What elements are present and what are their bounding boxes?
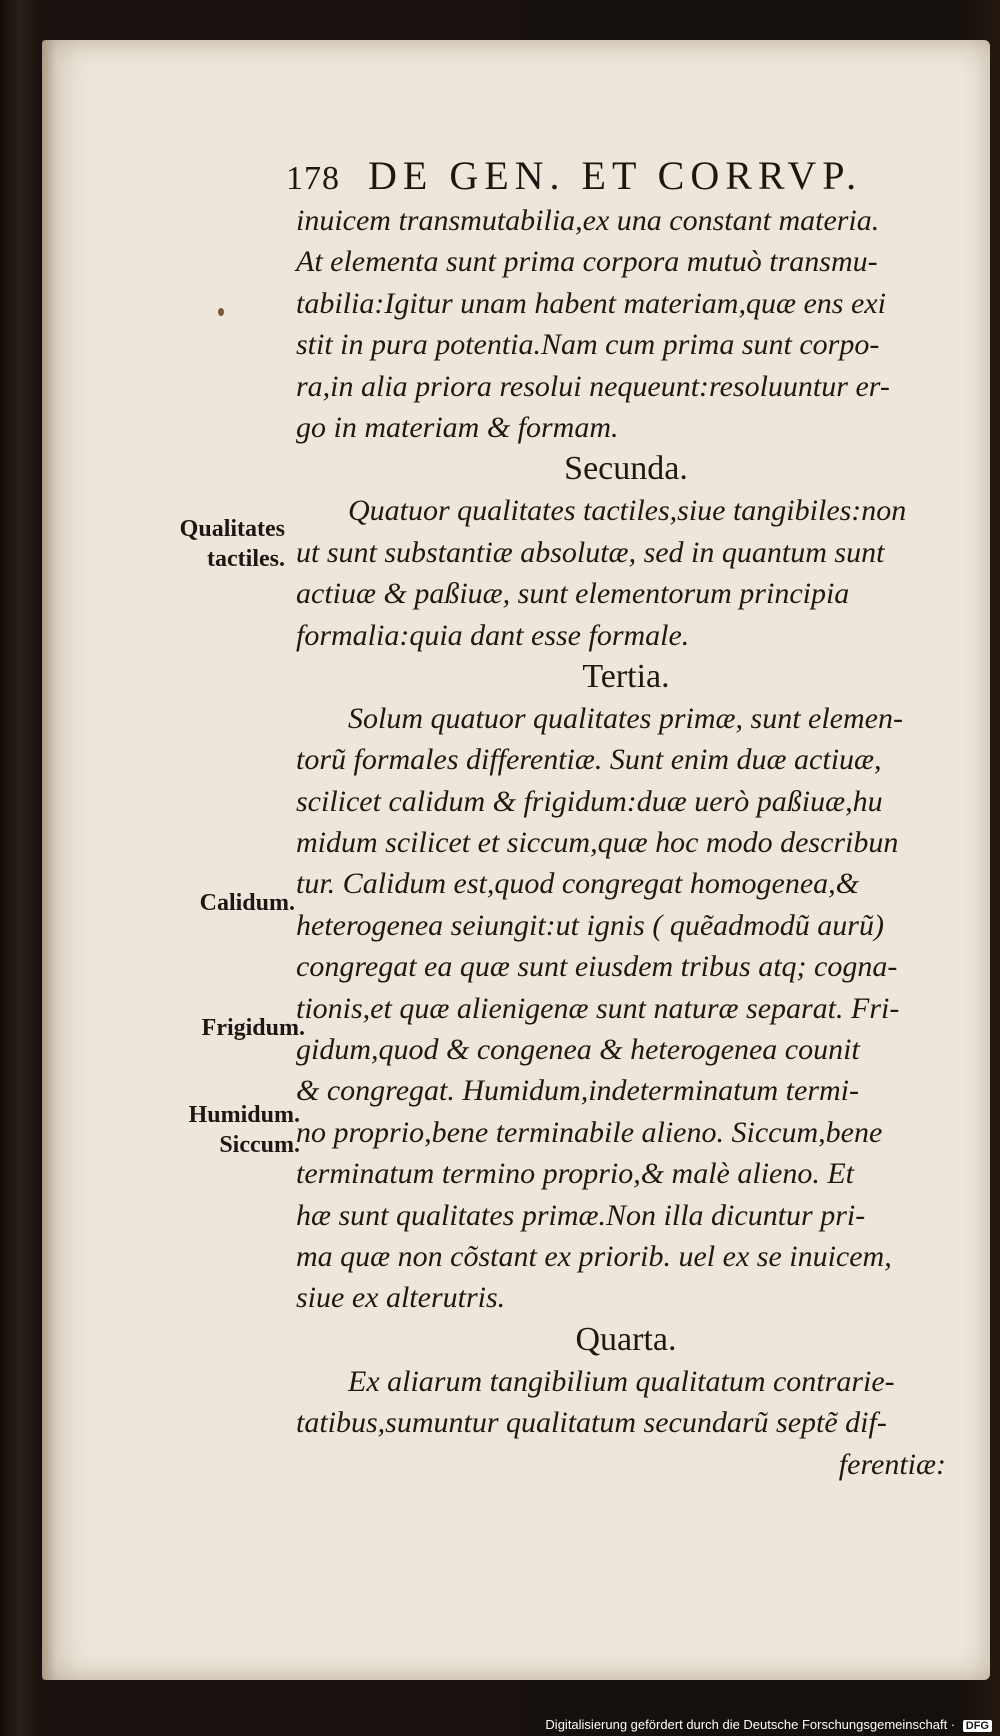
text-line: no proprio,bene terminabile alieno. Siccum,bene <box>296 1115 883 1149</box>
text-line: formalia:quia dant esse formale. <box>296 618 690 652</box>
text-line: inuicem transmutabilia,ex una constant materia. <box>296 204 880 237</box>
text-line: At elementa sunt prima corpora mutuò transmu- <box>296 245 878 279</box>
text-line: actiuæ & paßiuæ, sunt elementorum principia <box>296 577 850 611</box>
margin-note-calidum: Calidum. <box>199 890 295 916</box>
text-line: stit in pura potentia.Nam cum prima sunt corpo- <box>296 328 880 362</box>
text-line: Quatuor qualitates tactiles,siue tangibiles:non <box>348 494 907 528</box>
text-line: scilicet calidum & frigidum:duæ uerò paßiuæ,hu <box>296 784 883 818</box>
text-line: tur. Calidum est,quod congregat homogenea,& <box>296 867 860 901</box>
text-line: heterogenea seiungit:ut ignis ( quẽadmodũ aurũ) <box>296 908 884 942</box>
ink-stain <box>218 308 224 316</box>
text-line: ma quæ non cõstant ex priorib. uel ex se inuicem, <box>296 1239 892 1273</box>
text-line: & congregat. Humidum,indeterminatum termi- <box>296 1074 859 1108</box>
margin-note-siccum: Siccum. <box>219 1132 300 1158</box>
text-line: tabilia:Igitur unam habent materiam,quæ ens exi <box>296 286 886 320</box>
text-line: ferentiæ: <box>838 1447 946 1481</box>
running-title: DE GEN. ET CORRVP. <box>368 153 863 198</box>
body-text <box>296 200 956 1485</box>
text-line: go in materiam & formam. <box>296 410 619 444</box>
margin-note-humidum: Humidum. <box>188 1102 300 1128</box>
text-line: ut sunt substantiæ absolutæ, sed in quantum sunt <box>296 535 885 569</box>
text-line: torũ formales differentiæ. Sunt enim duæ actiuæ, <box>296 743 882 777</box>
text-line: midum scilicet et siccum,quæ hoc modo describun <box>296 826 899 860</box>
margin-note-frigidum: Frigidum. <box>201 1015 305 1041</box>
credit-text: Digitalisierung gefördert durch die Deutsche Forschungsgemeinschaft · <box>545 1717 956 1732</box>
section-heading-tertia: Tertia. <box>582 657 670 695</box>
digitization-credit <box>545 1717 992 1732</box>
text-line: terminatum termino proprio,& malè alieno. Et <box>296 1157 855 1191</box>
section-heading-quarta: Quarta. <box>575 1320 677 1358</box>
text-line: congregat ea quæ sunt eiusdem tribus atq; cogna- <box>296 950 898 984</box>
dfg-logo: DFG <box>963 1720 992 1732</box>
text-line: siue ex alterutris. <box>296 1281 506 1315</box>
text-line: hæ sunt qualitates primæ.Non illa dicuntur pri- <box>296 1198 866 1232</box>
margin-note-qualitates-tactiles <box>150 514 285 574</box>
text-line: tatibus,sumuntur qualitatum secundarũ septẽ dif- <box>296 1406 887 1440</box>
margin-note-humidum-siccum <box>165 1100 300 1160</box>
margin-note-tactiles: tactiles. <box>207 546 285 572</box>
text-line: tionis,et quæ alienigenæ sunt naturæ separat. Fri- <box>296 991 900 1025</box>
margin-note-qualitates: Qualitates <box>179 516 285 542</box>
page-header <box>286 152 926 199</box>
text-line: ra,in alia priora resolui nequeunt:resoluuntur er- <box>296 369 890 403</box>
page-number: 178 <box>286 160 340 197</box>
section-heading-secunda: Secunda. <box>564 450 688 488</box>
text-line: Ex aliarum tangibilium qualitatum contrarie- <box>348 1364 895 1398</box>
text-line: Solum quatuor qualitates primæ, sunt elemen- <box>348 701 903 735</box>
text-line: gidum,quod & congenea & heterogenea counit <box>296 1033 860 1067</box>
